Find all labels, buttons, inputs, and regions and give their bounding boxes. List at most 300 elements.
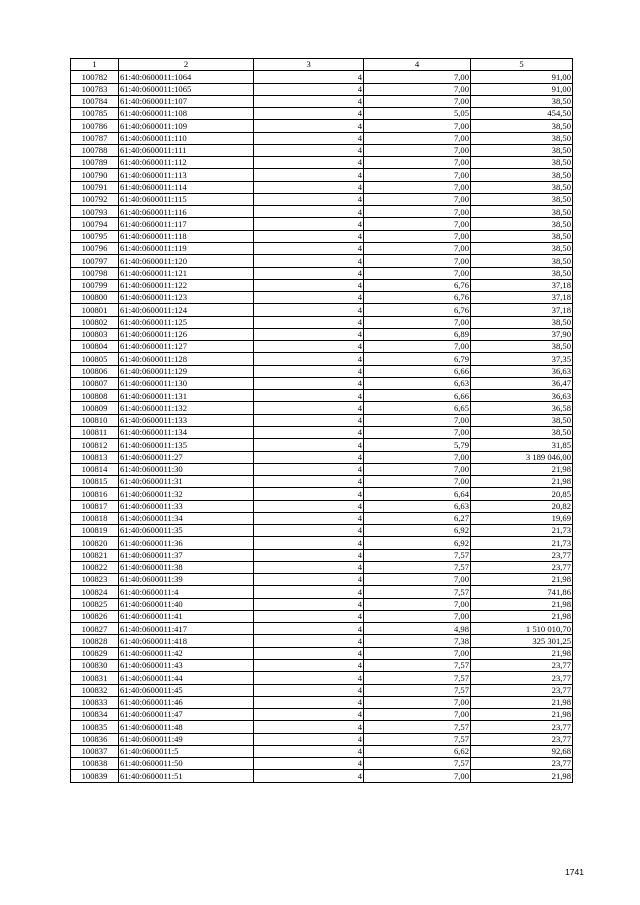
table-cell-col-5: 20,82 [471,500,573,512]
table-row [71,512,573,524]
table-cell-col-2: 61:40:0600011:44 [119,672,254,684]
table-cell-col-1: 100815 [71,476,119,488]
table-cell-col-3: 4 [254,132,364,144]
table-row [71,108,573,120]
table-cell-col-3: 4 [254,255,364,267]
table-cell-col-2: 61:40:0600011:1065 [119,83,254,95]
page-number: 1741 [565,867,584,877]
table-cell-col-1: 100794 [71,218,119,230]
table-row [71,537,573,549]
table-row [71,341,573,353]
table-cell-col-4: 7,57 [364,660,471,672]
table-cell-col-5: 23,77 [471,561,573,573]
table-cell-col-2: 61:40:0600011:128 [119,353,254,365]
table-cell-col-2: 61:40:0600011:48 [119,721,254,733]
table-row [71,733,573,745]
table-cell-col-1: 100821 [71,549,119,561]
table-cell-col-3: 4 [254,267,364,279]
table-cell-col-5: 92,68 [471,745,573,757]
header-row [71,59,573,71]
table-cell-col-4: 6,66 [364,365,471,377]
table-cell-col-3: 4 [254,242,364,254]
table-row [71,525,573,537]
table-cell-col-5: 38,50 [471,169,573,181]
table-cell-col-2: 61:40:0600011:34 [119,512,254,524]
table-cell-col-1: 100825 [71,598,119,610]
table-row [71,230,573,242]
table-row [71,353,573,365]
table-cell-col-5: 21,98 [471,598,573,610]
table-cell-col-5: 23,77 [471,660,573,672]
table-cell-col-2: 61:40:0600011:50 [119,758,254,770]
table-cell-col-3: 4 [254,328,364,340]
table-cell-col-4: 7,00 [364,255,471,267]
column-header-5: 5 [471,59,573,71]
table-cell-col-1: 100808 [71,390,119,402]
table-cell-col-1: 100816 [71,488,119,500]
table-cell-col-1: 100818 [71,512,119,524]
table-cell-col-2: 61:40:0600011:114 [119,181,254,193]
table-cell-col-5: 38,50 [471,193,573,205]
table-cell-col-3: 4 [254,733,364,745]
table-cell-col-1: 100796 [71,242,119,254]
table-cell-col-5: 21,98 [471,574,573,586]
table-cell-col-5: 23,77 [471,758,573,770]
table-row [71,500,573,512]
table-cell-col-5: 20,85 [471,488,573,500]
table-cell-col-3: 4 [254,745,364,757]
table-cell-col-4: 7,57 [364,549,471,561]
table-header [71,59,573,71]
table-cell-col-4: 7,00 [364,157,471,169]
table-row [71,463,573,475]
table-cell-col-3: 4 [254,414,364,426]
table-cell-col-2: 61:40:0600011:111 [119,144,254,156]
table-cell-col-2: 61:40:0600011:126 [119,328,254,340]
table-row [71,623,573,635]
table-cell-col-4: 7,00 [364,414,471,426]
table-cell-col-5: 38,50 [471,132,573,144]
table-row [71,684,573,696]
table-cell-col-4: 7,00 [364,71,471,83]
table-cell-col-3: 4 [254,292,364,304]
table-cell-col-1: 100812 [71,439,119,451]
table-cell-col-4: 7,00 [364,574,471,586]
table-cell-col-1: 100795 [71,230,119,242]
table-cell-col-1: 100837 [71,745,119,757]
table-cell-col-5: 741,86 [471,586,573,598]
table-row [71,488,573,500]
table-cell-col-4: 6,92 [364,525,471,537]
table-cell-col-4: 6,79 [364,353,471,365]
table-cell-col-2: 61:40:0600011:117 [119,218,254,230]
table-cell-col-2: 61:40:0600011:45 [119,684,254,696]
table-cell-col-3: 4 [254,721,364,733]
table-row [71,120,573,132]
table-cell-col-2: 61:40:0600011:32 [119,488,254,500]
table-row [71,157,573,169]
table-cell-col-2: 61:40:0600011:134 [119,426,254,438]
table-cell-col-2: 61:40:0600011:39 [119,574,254,586]
table-cell-col-5: 37,90 [471,328,573,340]
table-cell-col-3: 4 [254,341,364,353]
table-cell-col-4: 7,00 [364,598,471,610]
table-cell-col-3: 4 [254,586,364,598]
table-row [71,83,573,95]
table-cell-col-1: 100788 [71,144,119,156]
table-cell-col-5: 36,58 [471,402,573,414]
table-cell-col-2: 61:40:0600011:127 [119,341,254,353]
table-cell-col-1: 100827 [71,623,119,635]
table-cell-col-2: 61:40:0600011:49 [119,733,254,745]
table-cell-col-5: 21,98 [471,770,573,782]
table-cell-col-1: 100819 [71,525,119,537]
table-cell-col-3: 4 [254,108,364,120]
table-cell-col-1: 100832 [71,684,119,696]
table-cell-col-2: 61:40:0600011:43 [119,660,254,672]
table-cell-col-2: 61:40:0600011:109 [119,120,254,132]
table-cell-col-4: 6,76 [364,304,471,316]
table-cell-col-3: 4 [254,672,364,684]
table-cell-col-2: 61:40:0600011:5 [119,745,254,757]
table-cell-col-4: 7,00 [364,181,471,193]
table-cell-col-3: 4 [254,279,364,291]
table-cell-col-1: 100797 [71,255,119,267]
table-cell-col-3: 4 [254,144,364,156]
table-row [71,365,573,377]
table-row [71,316,573,328]
table-row [71,561,573,573]
table-cell-col-3: 4 [254,500,364,512]
table-cell-col-5: 38,50 [471,316,573,328]
table-cell-col-2: 61:40:0600011:27 [119,451,254,463]
table-cell-col-1: 100822 [71,561,119,573]
table-cell-col-2: 61:40:0600011:417 [119,623,254,635]
table-cell-col-5: 38,50 [471,95,573,107]
table-cell-col-3: 4 [254,157,364,169]
table-cell-col-5: 19,69 [471,512,573,524]
table-cell-col-3: 4 [254,635,364,647]
table-cell-col-1: 100828 [71,635,119,647]
table-cell-col-1: 100824 [71,586,119,598]
table-row [71,672,573,684]
table-cell-col-4: 7,00 [364,696,471,708]
table-cell-col-5: 23,77 [471,672,573,684]
table-row [71,721,573,733]
table-cell-col-2: 61:40:0600011:112 [119,157,254,169]
table-cell-col-1: 100810 [71,414,119,426]
table-cell-col-4: 7,00 [364,647,471,659]
table-row [71,267,573,279]
table-cell-col-1: 100826 [71,610,119,622]
table-cell-col-5: 38,50 [471,255,573,267]
table-cell-col-1: 100839 [71,770,119,782]
table-cell-col-1: 100793 [71,206,119,218]
table-cell-col-3: 4 [254,512,364,524]
table-cell-col-4: 7,00 [364,451,471,463]
table-cell-col-2: 61:40:0600011:118 [119,230,254,242]
table-cell-col-3: 4 [254,71,364,83]
table-row [71,279,573,291]
table-cell-col-3: 4 [254,181,364,193]
table-cell-col-2: 61:40:0600011:125 [119,316,254,328]
table-row [71,610,573,622]
table-cell-col-2: 61:40:0600011:51 [119,770,254,782]
table-cell-col-4: 7,00 [364,341,471,353]
table-cell-col-1: 100814 [71,463,119,475]
table-cell-col-1: 100820 [71,537,119,549]
table-row [71,390,573,402]
table-cell-col-5: 91,00 [471,83,573,95]
table-cell-col-5: 21,73 [471,537,573,549]
table-cell-col-4: 7,57 [364,684,471,696]
table-cell-col-1: 100831 [71,672,119,684]
table-cell-col-2: 61:40:0600011:38 [119,561,254,573]
table-cell-col-5: 91,00 [471,71,573,83]
table-row [71,402,573,414]
column-header-4: 4 [364,59,471,71]
table-cell-col-4: 7,57 [364,672,471,684]
table-cell-col-5: 37,18 [471,292,573,304]
table-cell-col-1: 100829 [71,647,119,659]
table-cell-col-5: 37,18 [471,279,573,291]
table-row [71,770,573,782]
table-cell-col-1: 100836 [71,733,119,745]
table-cell-col-4: 7,00 [364,770,471,782]
table-cell-col-3: 4 [254,696,364,708]
table-cell-col-4: 4,98 [364,623,471,635]
table-cell-col-5: 38,50 [471,157,573,169]
table-cell-col-3: 4 [254,402,364,414]
table-row [71,635,573,647]
table-row [71,414,573,426]
table-cell-col-4: 6,62 [364,745,471,757]
table-cell-col-3: 4 [254,316,364,328]
table-cell-col-5: 21,98 [471,647,573,659]
table-cell-col-3: 4 [254,598,364,610]
table-cell-col-5: 36,47 [471,377,573,389]
table-row [71,586,573,598]
table-cell-col-5: 3 189 046,00 [471,451,573,463]
table-cell-col-3: 4 [254,120,364,132]
table-cell-col-4: 7,57 [364,758,471,770]
table-cell-col-4: 7,57 [364,561,471,573]
table-cell-col-4: 6,63 [364,500,471,512]
table-cell-col-5: 38,50 [471,242,573,254]
table-row [71,476,573,488]
table-cell-col-2: 61:40:0600011:4 [119,586,254,598]
table-cell-col-2: 61:40:0600011:30 [119,463,254,475]
table-cell-col-1: 100787 [71,132,119,144]
table-cell-col-3: 4 [254,193,364,205]
table-cell-col-5: 38,50 [471,341,573,353]
table-cell-col-2: 61:40:0600011:41 [119,610,254,622]
table-cell-col-2: 61:40:0600011:46 [119,696,254,708]
table-cell-col-1: 100801 [71,304,119,316]
table-cell-col-4: 7,57 [364,733,471,745]
table-cell-col-1: 100789 [71,157,119,169]
table-cell-col-3: 4 [254,426,364,438]
table-cell-col-2: 61:40:0600011:47 [119,709,254,721]
table-cell-col-3: 4 [254,610,364,622]
table-cell-col-4: 7,57 [364,586,471,598]
table-cell-col-3: 4 [254,709,364,721]
table-cell-col-5: 38,50 [471,267,573,279]
table-cell-col-5: 21,98 [471,476,573,488]
table-cell-col-1: 100809 [71,402,119,414]
table-cell-col-5: 38,50 [471,144,573,156]
table-row [71,660,573,672]
table-cell-col-4: 7,00 [364,95,471,107]
table-cell-col-2: 61:40:0600011:418 [119,635,254,647]
table-cell-col-5: 21,98 [471,463,573,475]
table-cell-col-4: 7,00 [364,476,471,488]
table-row [71,255,573,267]
table-cell-col-4: 7,38 [364,635,471,647]
table-cell-col-5: 1 510 010,70 [471,623,573,635]
table-cell-col-5: 38,50 [471,426,573,438]
table-cell-col-5: 38,50 [471,230,573,242]
table-row [71,193,573,205]
table-row [71,439,573,451]
table-cell-col-3: 4 [254,561,364,573]
table-cell-col-4: 5,79 [364,439,471,451]
table-cell-col-3: 4 [254,488,364,500]
table-cell-col-2: 61:40:0600011:124 [119,304,254,316]
table-cell-col-2: 61:40:0600011:115 [119,193,254,205]
table-cell-col-2: 61:40:0600011:121 [119,267,254,279]
table-cell-col-3: 4 [254,439,364,451]
table-cell-col-1: 100792 [71,193,119,205]
table-cell-col-4: 6,27 [364,512,471,524]
table-cell-col-1: 100785 [71,108,119,120]
table-cell-col-5: 23,77 [471,733,573,745]
table-cell-col-1: 100784 [71,95,119,107]
table-cell-col-4: 6,76 [364,279,471,291]
table-cell-col-3: 4 [254,304,364,316]
table-cell-col-1: 100802 [71,316,119,328]
table-cell-col-2: 61:40:0600011:129 [119,365,254,377]
table-cell-col-2: 61:40:0600011:135 [119,439,254,451]
table-cell-col-3: 4 [254,549,364,561]
table-cell-col-3: 4 [254,684,364,696]
table-cell-col-1: 100790 [71,169,119,181]
table-cell-col-5: 31,85 [471,439,573,451]
column-header-2: 2 [119,59,254,71]
table-cell-col-1: 100807 [71,377,119,389]
table-cell-col-4: 6,76 [364,292,471,304]
table-cell-col-3: 4 [254,660,364,672]
data-table [70,58,573,783]
table-cell-col-3: 4 [254,365,364,377]
table-cell-col-3: 4 [254,390,364,402]
table-cell-col-4: 7,57 [364,721,471,733]
table-cell-col-1: 100786 [71,120,119,132]
table-cell-col-5: 23,77 [471,684,573,696]
table-cell-col-2: 61:40:0600011:31 [119,476,254,488]
table-row [71,598,573,610]
table-cell-col-4: 7,00 [364,132,471,144]
table-cell-col-4: 7,00 [364,242,471,254]
table-cell-col-5: 36,63 [471,390,573,402]
table-row [71,292,573,304]
table-cell-col-1: 100817 [71,500,119,512]
table-cell-col-3: 4 [254,377,364,389]
table-cell-col-2: 61:40:0600011:108 [119,108,254,120]
table-cell-col-5: 454,50 [471,108,573,120]
table-cell-col-3: 4 [254,770,364,782]
table-cell-col-4: 7,00 [364,267,471,279]
table-cell-col-4: 6,64 [364,488,471,500]
table-cell-col-3: 4 [254,647,364,659]
table-row [71,132,573,144]
table-row [71,647,573,659]
table-cell-col-3: 4 [254,169,364,181]
table-cell-col-4: 7,00 [364,426,471,438]
table-row [71,242,573,254]
table-cell-col-5: 38,50 [471,414,573,426]
table-cell-col-4: 6,89 [364,328,471,340]
table-cell-col-1: 100835 [71,721,119,733]
table-row [71,95,573,107]
table-row [71,451,573,463]
table-cell-col-1: 100833 [71,696,119,708]
table-cell-col-3: 4 [254,451,364,463]
table-cell-col-4: 7,00 [364,83,471,95]
table-cell-col-5: 23,77 [471,549,573,561]
table-cell-col-4: 7,00 [364,120,471,132]
table-row [71,696,573,708]
table-cell-col-2: 61:40:0600011:120 [119,255,254,267]
table-row [71,426,573,438]
table-cell-col-4: 7,00 [364,463,471,475]
table-cell-col-5: 23,77 [471,721,573,733]
table-cell-col-2: 61:40:0600011:36 [119,537,254,549]
table-cell-col-1: 100830 [71,660,119,672]
table-cell-col-1: 100806 [71,365,119,377]
column-header-3: 3 [254,59,364,71]
table-cell-col-5: 38,50 [471,120,573,132]
table-cell-col-1: 100800 [71,292,119,304]
table-cell-col-2: 61:40:0600011:35 [119,525,254,537]
table-cell-col-2: 61:40:0600011:42 [119,647,254,659]
table-cell-col-4: 6,66 [364,390,471,402]
table-cell-col-1: 100813 [71,451,119,463]
column-header-1: 1 [71,59,119,71]
table-cell-col-2: 61:40:0600011:110 [119,132,254,144]
table-cell-col-2: 61:40:0600011:119 [119,242,254,254]
table-row [71,144,573,156]
table-cell-col-5: 21,98 [471,696,573,708]
table-cell-col-1: 100811 [71,426,119,438]
table-cell-col-1: 100782 [71,71,119,83]
table-cell-col-1: 100803 [71,328,119,340]
table-cell-col-4: 6,63 [364,377,471,389]
table-row [71,758,573,770]
table-cell-col-2: 61:40:0600011:40 [119,598,254,610]
table-row [71,169,573,181]
table-body [71,71,573,782]
table-cell-col-3: 4 [254,476,364,488]
table-cell-col-4: 7,00 [364,230,471,242]
table-cell-col-2: 61:40:0600011:130 [119,377,254,389]
table-cell-col-3: 4 [254,537,364,549]
table-cell-col-2: 61:40:0600011:116 [119,206,254,218]
table-cell-col-3: 4 [254,83,364,95]
table-row [71,377,573,389]
table-cell-col-1: 100838 [71,758,119,770]
table-cell-col-5: 325 301,25 [471,635,573,647]
